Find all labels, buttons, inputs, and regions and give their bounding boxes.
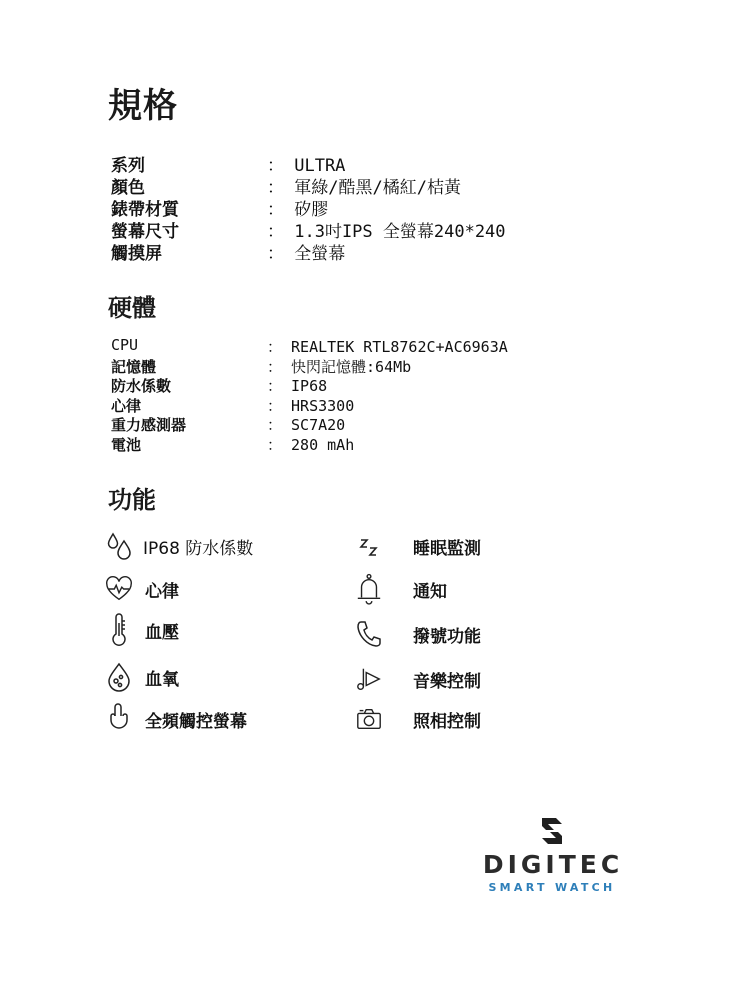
brand-mark-icon [539, 816, 565, 846]
camera-icon [355, 704, 383, 734]
hardware-label: 重力感測器 [111, 416, 187, 435]
blood-oxygen-icon [105, 662, 133, 692]
spec-value: ： 1.3吋IPS 全螢幕240*240 [267, 222, 506, 242]
brand-logo [478, 816, 626, 894]
spec-value: ： 軍綠/酷黑/橘紅/桔黃 [267, 178, 461, 198]
feature-label: IP68 防水係數 [143, 538, 254, 559]
feature-label: 血壓 [145, 622, 179, 643]
phone-icon [355, 619, 383, 649]
feature-item [355, 574, 447, 604]
feature-label: 通知 [413, 581, 447, 602]
feature-label: 音樂控制 [413, 671, 481, 692]
hardware-value: ： IP68 [267, 377, 328, 396]
hardware-heading: 硬體 [108, 294, 156, 322]
feature-item [105, 662, 179, 692]
hardware-label: CPU [111, 336, 139, 354]
hardware-value: ： 快閃記憶體:64Mb [267, 357, 412, 376]
hardware-label: 心律 [111, 396, 142, 415]
spec-heading: 規格 [108, 86, 178, 126]
spec-label: 螢幕尺寸 [111, 222, 179, 242]
feature-item [105, 531, 253, 561]
brand-name: DIGITEC [482, 850, 624, 879]
hardware-label: 記憶體 [111, 357, 157, 376]
feature-label: 全頻觸控螢幕 [145, 711, 247, 732]
music-note-icon [355, 664, 383, 694]
touch-finger-icon [105, 704, 133, 734]
sleep-zz-icon [355, 531, 383, 561]
water-drops-icon [105, 531, 133, 561]
feature-item [105, 704, 247, 734]
spec-label: 系列 [111, 156, 145, 176]
spec-value: ： 矽膠 [267, 200, 329, 220]
heart-rate-icon [105, 574, 133, 604]
functions-heading: 功能 [108, 486, 156, 514]
feature-label: 撥號功能 [413, 626, 481, 647]
feature-label: 心律 [145, 581, 179, 602]
feature-label: 睡眠監測 [413, 538, 481, 559]
hardware-value: ： SC7A20 [267, 416, 346, 435]
feature-label: 血氧 [145, 669, 179, 690]
feature-item [355, 531, 481, 561]
spec-label: 錶帶材質 [111, 200, 179, 220]
hardware-value: ： 280 mAh [267, 435, 355, 454]
thermometer-icon [105, 615, 133, 645]
bell-icon [355, 574, 383, 604]
feature-item [355, 619, 481, 649]
feature-label: 照相控制 [413, 711, 481, 732]
brand-tagline: SMART WATCH [488, 881, 616, 894]
feature-item [355, 664, 481, 694]
spec-value: ： 全螢幕 [267, 244, 346, 264]
feature-item [355, 704, 481, 734]
hardware-label: 電池 [111, 435, 142, 454]
feature-item [105, 615, 179, 645]
feature-item [105, 574, 179, 604]
hardware-value: ： REALTEK RTL8762C+AC6963A [267, 338, 508, 356]
hardware-value: ： HRS3300 [267, 396, 355, 415]
spec-value: ： ULTRA [267, 156, 346, 176]
hardware-label: 防水係數 [111, 377, 172, 396]
spec-label: 顏色 [111, 178, 145, 198]
spec-label: 觸摸屏 [111, 244, 162, 264]
